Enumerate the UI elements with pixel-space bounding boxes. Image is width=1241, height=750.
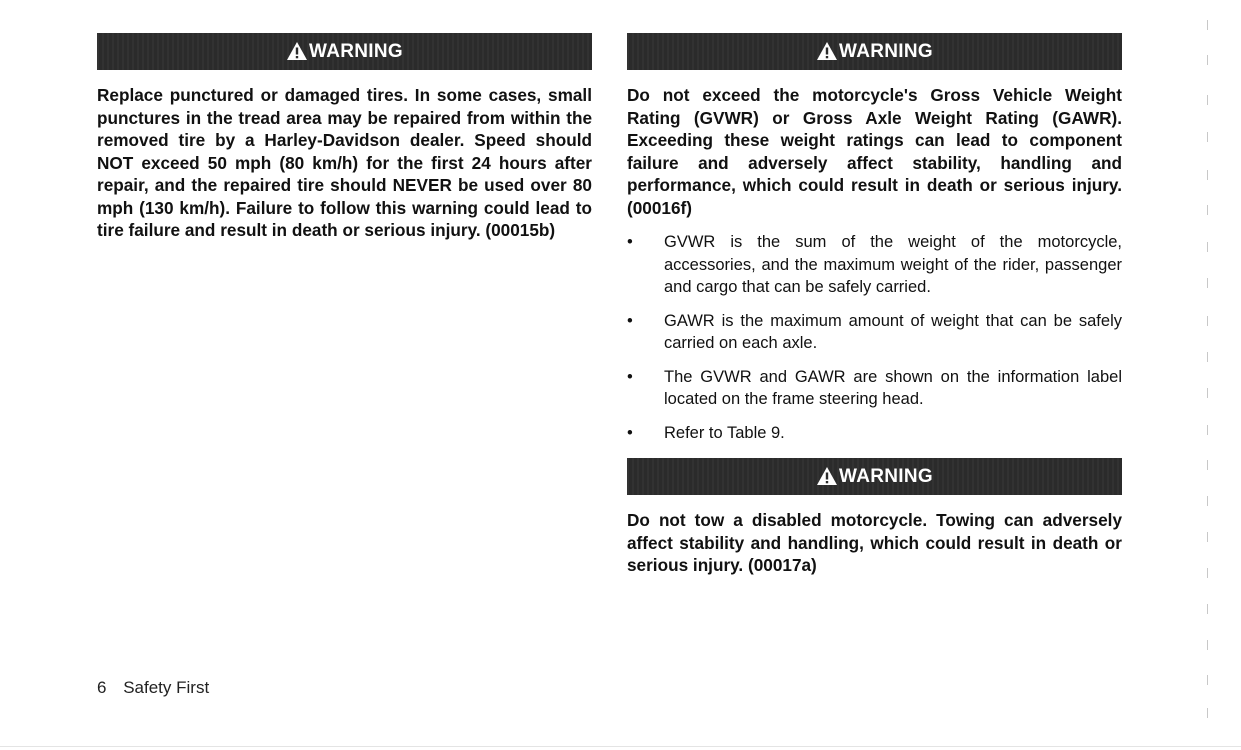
weight-rating-bullet-list <box>627 231 1122 444</box>
list-item-text: The GVWR and GAWR are shown on the information label located on the frame steering head. <box>664 367 1122 408</box>
page-number: 6 <box>97 678 107 697</box>
list-item-text: GAWR is the maximum amount of weight that can be safely carried on each axle. <box>664 311 1122 352</box>
warning-label: WARNING <box>839 40 933 62</box>
list-item-text: Refer to Table 9. <box>664 423 785 442</box>
warning-triangle-icon <box>286 41 308 61</box>
warning-triangle-icon <box>816 466 838 486</box>
warning-banner <box>627 33 1122 70</box>
towing-warning-text: Do not tow a disabled motorcycle. Towing can adversely affect stability and handling, which could result in death or serious injury. (00017a) <box>627 510 1122 575</box>
warning-label: WARNING <box>839 465 933 487</box>
section-title: Safety First <box>123 678 210 697</box>
list-item <box>627 310 1122 355</box>
warning-banner <box>97 33 592 70</box>
warning-label: WARNING <box>309 40 403 62</box>
list-item-text: GVWR is the sum of the weight of the motorcycle, accessories, and the maximum weight of the rider, passenger and cargo that can be safely carried. <box>664 233 1122 296</box>
tire-warning-text: Replace punctured or damaged tires. In some cases, small punctures in the tread area may be repaired from within the removed tire by a Harley-Davidson dealer. Speed should NOT exceed 50 mph (80 km/h) for the first 24 hours after repair, and the repaired tire should NEVER be used over 80 mph (130 km/h). Failure to follow this warning could lead to tire failure and result in death or serious injury. (00015b) <box>97 85 592 240</box>
weight-rating-warning-text: Do not exceed the motorcycle's Gross Vehicle Weight Rating (GVWR) or Gross Axle Weight Rating (GAWR). Exceeding these weight ratings can lead to component failure and adversely affect stability, handling and performance, which could result in death or serious injury. (00016f) <box>627 85 1122 218</box>
bullet-dot-icon: • <box>627 311 633 330</box>
scan-edge-marks <box>1207 20 1209 720</box>
bullet-dot-icon: • <box>627 233 633 251</box>
page-bottom-edge <box>0 746 1241 747</box>
left-column <box>97 33 592 242</box>
bullet-dot-icon: • <box>627 423 633 442</box>
list-item <box>627 366 1122 411</box>
warning-triangle-icon <box>816 41 838 61</box>
bullet-dot-icon: • <box>627 367 633 386</box>
page-footer <box>97 678 209 698</box>
right-column <box>627 33 1122 577</box>
list-item <box>627 422 1122 445</box>
list-item <box>627 231 1122 299</box>
warning-banner <box>627 458 1122 495</box>
